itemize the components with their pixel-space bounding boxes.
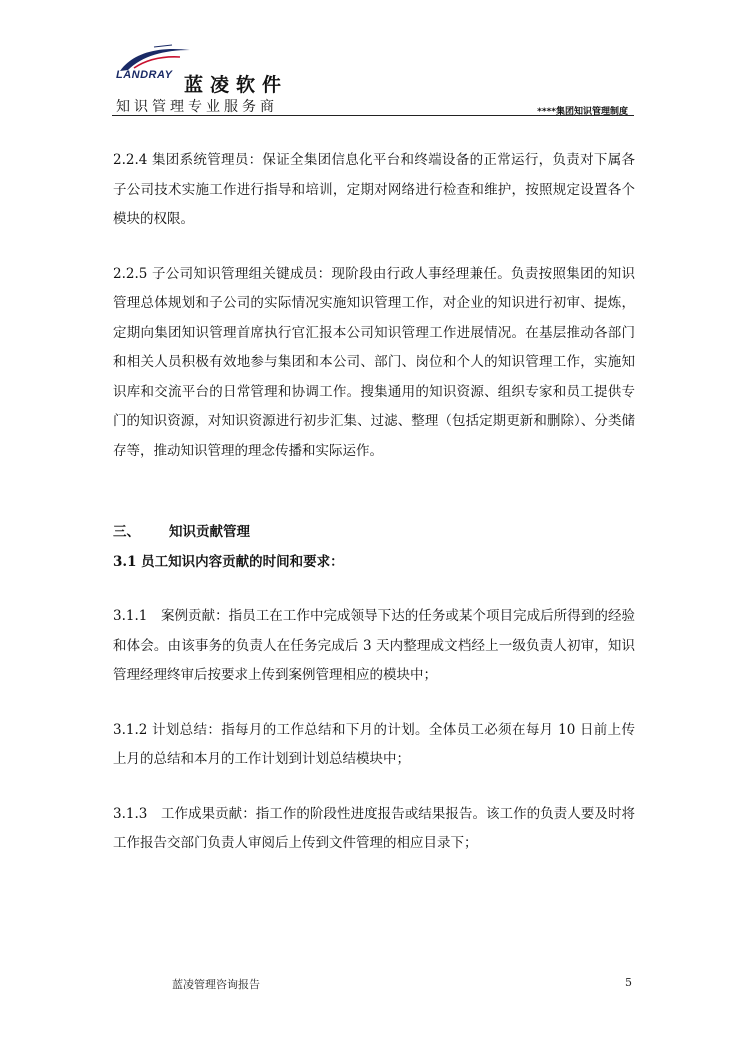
paragraph-2-2-4: 2.2.4 集团系统管理员：保证全集团信息化平台和终端设备的正常运行，负责对下属各子公司技术实施工作进行指导和培训，定期对网络进行检查和维护，按照规定设置各个模块的权限。	[113, 152, 635, 227]
paragraph-3-1-2: 3.1.2 计划总结：指每月的工作总结和下月的计划。全体员工必须在每月 10 日前上传上月的总结和本月的工作计划到计划总结模块中；	[113, 721, 635, 767]
logo-tagline: 知识管理专业服务商	[116, 99, 278, 115]
subsection-heading-3-1: 3.1 员工知识内容贡献的时间和要求：	[113, 553, 344, 570]
paragraph-3-1-3: 3.1.3 工作成果贡献：指工作的阶段性进度报告或结果报告。该工作的负责人要及时将工作报告交部门负责人审阅后上传到文件管理的相应目录下；	[113, 805, 635, 851]
document-title-header: ****集团知识管理制度	[537, 107, 628, 117]
footer-report-name: 蓝凌管理咨询报告	[172, 978, 260, 991]
page-header	[112, 44, 634, 118]
section-number: 三、	[113, 524, 140, 540]
logo-latin-text: LANDRAY	[116, 69, 173, 81]
section-title: 知识贡献管理	[169, 524, 250, 540]
paragraph-3-1-1: 3.1.1 案例贡献：指员工在工作中完成领导下达的任务或某个项目完成后所得到的经验和体会。由该事务的负责人在任务完成后 3 天内整理成文档经上一级负责人初审，知识管理经理终审后按要求上传到案例管理相应的模块中；	[113, 608, 635, 683]
logo-chinese-name: 蓝凌软件	[184, 74, 289, 96]
paragraph-2-2-5: 2.2.5 子公司知识管理组关键成员：现阶段由行政人事经理兼任。负责按照集团的知识管理总体规划和子公司的实际情况实施知识管理工作，对企业的知识进行初审、提炼，定期向集团知识管理首席执行官汇报本公司知识管理工作进展情况。在基层推动各部门和相关人员积极有效地参与集团和本公司、部门、岗位和个人的知识管理工作，实施知识库和交流平台的日常管理和协调工作。搜集通用的知识资源、组织专家和员工提供专门的知识资源，对知识资源进行初步汇集、过滤、整理（包括定期更新和删除）、分类储存等，推动知识管理的理念传播和实际运作。	[113, 265, 635, 459]
header-divider	[112, 115, 634, 116]
document-body	[113, 146, 635, 859]
section-heading-3	[113, 518, 635, 548]
page-number: 5	[625, 976, 632, 989]
